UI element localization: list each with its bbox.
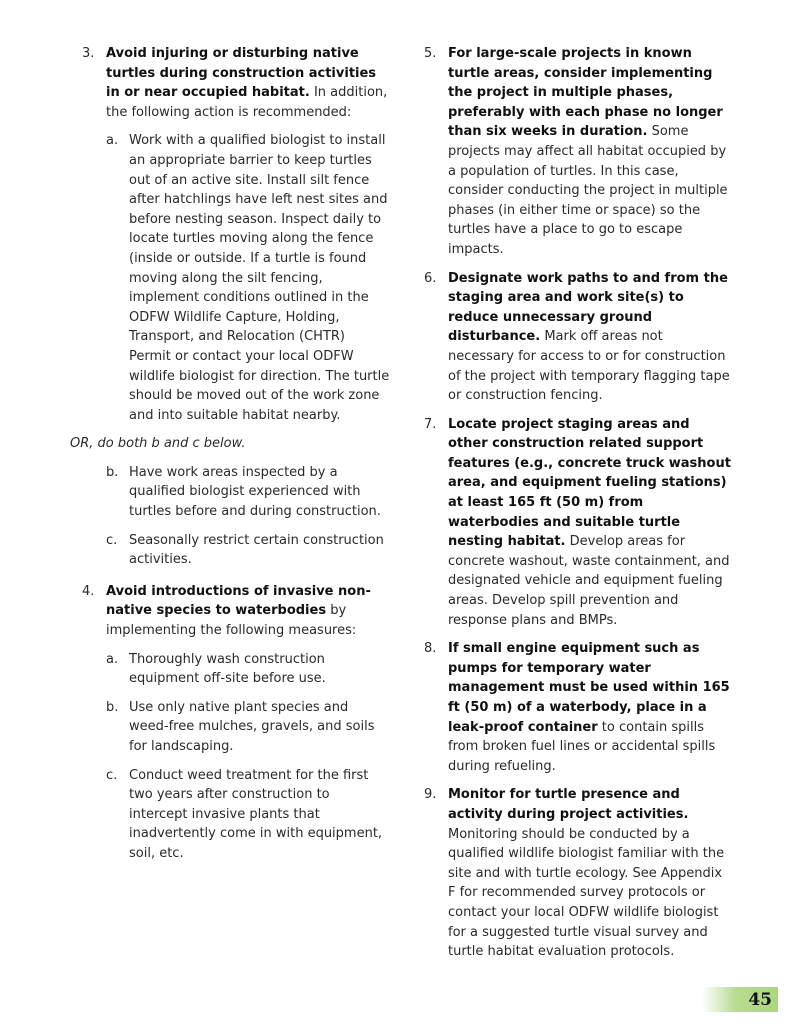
item-heading: Monitor for turtle presence and activity during project activities. (448, 787, 689, 822)
sub-text: Use only native plant species and weed-free mulches, gravels, and soils for landscaping. (129, 699, 375, 754)
item-text: Mark off areas not necessary for access to or for construction of the project with temporary flagging tape or construction fencing. (448, 329, 730, 404)
sub-item-c (106, 766, 390, 864)
sub-letter: b. (106, 699, 119, 715)
item-heading: Designate work paths to and from the staging area and work site(s) to reduce unnecessary ground disturbance. (448, 270, 728, 345)
left-column (70, 44, 390, 873)
sub-item-c (106, 531, 390, 570)
page-number: 45 (702, 987, 778, 1012)
item-number: 3. (82, 46, 95, 61)
sub-item-b (106, 698, 390, 757)
item-number: 7. (424, 416, 437, 432)
or-note: OR, do both b and c below. (70, 436, 246, 452)
item-heading: For large-scale projects in known turtle areas, consider implementing the project in multiple phases, preferably with each phase no longer than six weeks in duration. (448, 46, 723, 140)
item-number: 5. (424, 46, 437, 61)
or-sub-items (70, 463, 390, 570)
sub-text: Work with a qualified biologist to install an appropriate barrier to keep turtles out of an active site. Install silt fence after hatchlings have left nest sites and before nesting season. Inspect daily to locate turtles moving along the fence (inside or outside. If a turtle is found moving along the silt fencing, implement conditions outlined in the ODFW Wildlife Capture, Holding, Transport, and Relocation (CHTR) Permit or contact your local ODFW wildlife biologist for direction. The turtle should be moved out of the work zone and into suitable habitat nearby. (129, 133, 390, 423)
item-text: by implementing the following measures: (106, 603, 357, 639)
item-number: 4. (82, 583, 95, 599)
item-number: 9. (424, 787, 437, 803)
sub-text: Thoroughly wash construction equipment off-site before use. (129, 651, 326, 687)
item-text: to contain spills from broken fuel lines or accidental spills during refueling. (448, 719, 716, 774)
right-column (412, 44, 732, 971)
sub-text: Seasonally restrict certain construction activities. (129, 532, 384, 568)
item-text: Monitoring should be conducted by a qualified wildlife biologist familiar with the site and with turtle ecology. See Appendix F for recommended survey protocols or contact your local ODFW wildlife biologist for a suggested turtle visual survey and turtle habitat evaluation protocols. (448, 826, 725, 960)
list-item-5 (412, 44, 732, 260)
sub-letter: a. (106, 651, 119, 667)
list-item-4 (70, 582, 390, 864)
list-item-8 (412, 639, 732, 776)
list-item-3 (70, 44, 390, 425)
item-text: In addition, the following action is recommended: (106, 85, 388, 120)
list-item-7 (412, 415, 732, 631)
list-item-9 (412, 785, 732, 961)
sub-item-b (106, 463, 390, 522)
item-heading: Locate project staging areas and other construction related support features (e.g., concrete truck washout area, and equipment fueling stations) at least 165 ft (50 m) from waterbodies and suitable turtle nesting habitat. (448, 416, 731, 550)
item-number: 6. (424, 270, 437, 286)
sub-item-a (106, 650, 390, 689)
item-heading: Avoid injuring or disturbing native turtles during construction activities in or near occupied habitat. (106, 46, 377, 101)
item-text: Some projects may affect all habitat occupied by a population of turtles. In this case, consider conducting the project in multiple phases (in either time or space) so the turtles have a place to go to escape impacts. (448, 124, 728, 257)
sub-item-a (106, 131, 390, 425)
item-text: Develop areas for concrete washout, waste containment, and designated vehicle and equipment fueling areas. Develop spill prevention and response plans and BMPs. (448, 534, 730, 628)
list-item-6 (412, 269, 732, 406)
item-number: 8. (424, 641, 437, 657)
sub-letter: c. (106, 767, 118, 783)
item-heading: Avoid introductions of invasive non-native species to waterbodies (106, 583, 371, 619)
sub-text: Have work areas inspected by a qualified biologist experienced with turtles before and during construction. (129, 464, 381, 520)
sub-text: Conduct weed treatment for the first two years after construction to intercept invasive plants that inadvertently come in with equipment, soil, etc. (129, 767, 383, 861)
sub-letter: b. (106, 464, 119, 480)
item-heading: If small engine equipment such as pumps for temporary water management must be used within 165 ft (50 m) of a waterbody, place in a leak-proof container (448, 641, 730, 735)
sub-letter: a. (106, 133, 119, 149)
sub-letter: c. (106, 532, 118, 548)
